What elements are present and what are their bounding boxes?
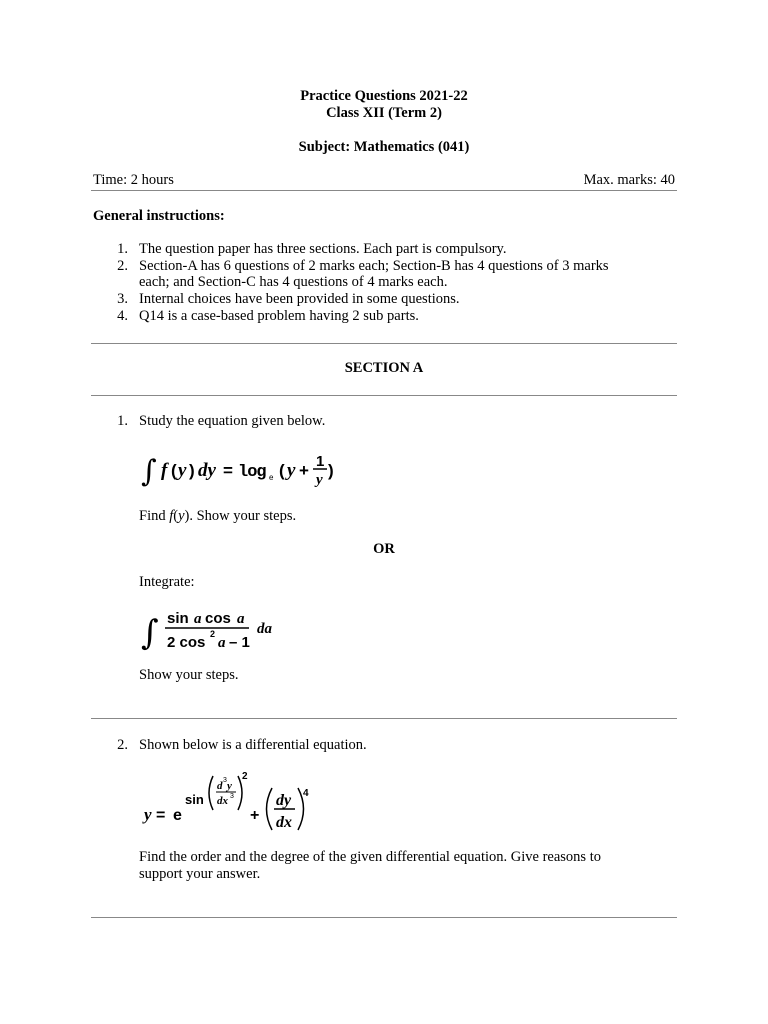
equation-integral-trig [141,605,291,653]
max-marks-label: Max. marks: 40 [583,172,675,188]
class-line: Class XII (Term 2) [326,105,442,121]
subject-line: Subject: Mathematics (041) [298,139,470,155]
svg-text:2 cos: 2 cos [167,634,206,651]
question-instruction: Find the order and the degree of the given differential equation. Give reasons to [139,849,601,865]
question-number: 2. [117,737,128,753]
section-divider-top [91,343,677,344]
instruction-item: The question paper has three sections. Each part is compulsory. [139,241,507,257]
question-instruction-continued: support your answer. [139,866,261,882]
svg-text:(: ( [171,461,177,480]
question-number: 1. [117,413,128,429]
svg-text:=: = [156,807,166,824]
svg-text:+: + [299,461,309,480]
svg-text:): ) [328,461,334,480]
section-divider-bottom [91,395,677,396]
find-suffix: ). Show your steps. [184,508,297,524]
svg-text:cos: cos [205,610,231,627]
instruction-number: 2. [117,258,128,274]
svg-text:e: e [269,473,274,482]
or-separator: OR [373,541,395,557]
svg-text:=: = [223,461,233,480]
equation-integral-log [141,448,351,490]
variable-symbol: y [178,508,185,524]
paren-open: ( [173,508,179,524]
svg-text:): ) [189,461,195,480]
instruction-item: Section-A has 6 questions of 2 marks each; Section-B has 4 questions of 3 marks [139,258,609,274]
svg-text:log: log [238,463,266,482]
svg-text:∫: ∫ [141,613,159,653]
svg-text:4: 4 [303,788,309,799]
show-steps-line: Show your steps. [139,667,239,683]
svg-text:e: e [173,807,182,824]
question-divider [91,718,677,719]
document-title: Practice Questions 2021-22 [300,88,468,104]
equation-differential-graphic [141,768,331,834]
svg-text:dy: dy [276,792,292,809]
svg-text:2: 2 [210,629,216,639]
equation-integral-trig-graphic [141,605,291,653]
svg-text:da: da [257,621,272,637]
svg-text:y: y [227,780,232,792]
instruction-item-continued: each; and Section-C has 4 questions of 4 marks each. [139,274,448,290]
svg-text:y: y [178,460,187,481]
instruction-number: 4. [117,308,128,324]
function-symbol: f [169,508,174,524]
svg-text:a: a [218,635,226,651]
svg-text:a: a [237,611,245,627]
svg-text:3: 3 [230,793,234,800]
instruction-number: 3. [117,291,128,307]
question-prompt: Shown below is a differential equation. [139,737,367,753]
equation-differential [141,768,331,834]
find-prefix: Find [139,508,170,524]
time-label: Time: 2 hours [93,172,174,188]
svg-text:y: y [287,460,296,481]
svg-text:+: + [250,807,260,824]
svg-text:f: f [161,460,168,481]
svg-text:dx: dx [276,814,292,831]
instruction-number: 1. [117,241,128,257]
svg-text:dy: dy [198,460,216,481]
question-prompt: Study the equation given below. [139,413,326,429]
header-divider [91,190,677,191]
svg-text:3: 3 [223,777,227,784]
instructions-heading: General instructions: [93,208,225,224]
integrate-label: Integrate: [139,574,195,590]
svg-text:y: y [144,805,152,824]
svg-text:y: y [316,472,323,488]
instruction-item: Internal choices have been provided in some questions. [139,291,460,307]
question-divider [91,917,677,918]
svg-text:∫: ∫ [141,454,157,489]
svg-text:dx: dx [217,795,228,807]
svg-text:(: ( [279,461,285,480]
svg-text:sin: sin [185,792,204,807]
svg-text:sin: sin [167,610,189,627]
svg-text:2: 2 [242,771,248,782]
svg-text:a: a [194,611,202,627]
section-a-heading: SECTION A [344,360,424,376]
svg-text:d: d [217,780,223,792]
equation-integral-log-graphic [141,448,351,490]
find-fy-line [139,508,296,525]
svg-text:1: 1 [316,453,325,470]
svg-text:– 1: – 1 [229,634,250,651]
instruction-item: Q14 is a case-based problem having 2 sub parts. [139,308,419,324]
